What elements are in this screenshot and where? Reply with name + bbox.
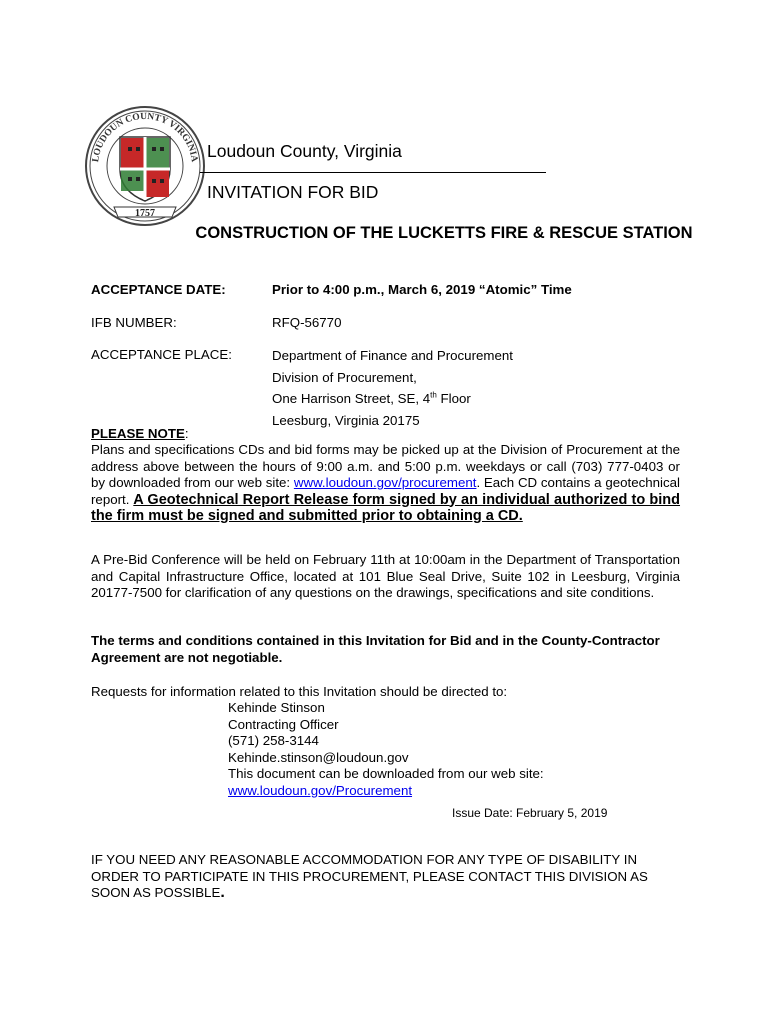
please-note-label: PLEASE NOTE — [91, 426, 185, 441]
prebid-paragraph: A Pre-Bid Conference will be held on February 11th at 10:00am in the Department of Transportation and Capital Infrastructure Office, located at 101 Blue Seal Drive, Suite 102 in Leesburg, Virginia 20177-7500 for clarification of any questions on the drawings, specifications and site conditions. — [91, 552, 680, 600]
ifb-number-label: IFB NUMBER: — [91, 315, 177, 330]
please-note-heading — [91, 426, 189, 441]
project-title: CONSTRUCTION OF THE LUCKETTS FIRE & RESCUE STATION — [195, 224, 693, 242]
accommodation-period: . — [220, 884, 225, 901]
document-type: INVITATION FOR BID — [207, 182, 379, 202]
contact-title: Contracting Officer — [228, 716, 339, 732]
address-line-4: Leesburg, Virginia 20175 — [272, 412, 420, 428]
download-text: This document can be downloaded from our web site: — [228, 766, 544, 781]
seal-arc-text: LOUDOUN COUNTY VIRGINIA — [91, 111, 199, 163]
address-line-2: Division of Procurement, — [272, 369, 417, 385]
address-street: One Harrison Street, SE, 4 — [272, 391, 431, 406]
acceptance-date-label: ACCEPTANCE DATE: — [91, 282, 226, 297]
address-line-1: Department of Finance and Procurement — [272, 348, 513, 363]
acceptance-place-label: ACCEPTANCE PLACE: — [91, 347, 232, 362]
contact-name: Kehinde Stinson — [228, 700, 325, 715]
county-seal — [84, 103, 206, 229]
acceptance-date-value: Prior to 4:00 p.m., March 6, 2019 “Atomic” Time — [272, 282, 572, 297]
procurement-link[interactable]: www.loudoun.gov/procurement — [293, 475, 477, 490]
address-line-3 — [272, 388, 513, 410]
accommodation-notice — [91, 852, 686, 902]
terms-paragraph: The terms and conditions contained in this Invitation for Bid and in the County-Contractor Agreement are not negotiable. — [91, 633, 660, 665]
acceptance-place-address — [272, 345, 513, 431]
please-note-colon: : — [184, 426, 189, 441]
issue-date: Issue Date: February 5, 2019 — [452, 806, 608, 820]
requests-intro: Requests for information related to this Invitation should be directed to: — [91, 684, 508, 699]
note-text-pre: Plans and specifications CDs and bid forms may be picked up at the Division of Procurement at the address above between the hours of 9:00 a.m. and 5:00 p.m. weekdays or call (703) 777-0403 or by downloaded from our web site: — [91, 442, 680, 490]
header-divider — [200, 172, 546, 173]
contact-email: Kehinde.stinson@loudoun.gov — [228, 749, 409, 765]
geotechnical-warning: A Geotechnical Report Release form signed by an individual authorized to bind the firm must be signed and submitted prior to obtaining a CD. — [91, 491, 681, 524]
accommodation-text: IF YOU NEED ANY REASONABLE ACCOMMODATION FOR ANY TYPE OF DISABILITY IN ORDER TO PARTICIPATE IN THIS PROCUREMENT, PLEASE CONTACT THIS DIVISION AS SOON AS POSSIBLE — [91, 852, 648, 900]
please-note-paragraph — [91, 442, 680, 525]
contact-block — [228, 700, 544, 799]
ifb-number-value: RFQ-56770 — [272, 315, 342, 330]
address-floor-suffix: th — [430, 390, 437, 400]
address-floor: Floor — [436, 391, 471, 406]
download-link[interactable]: www.loudoun.gov/Procurement — [228, 782, 413, 798]
county-name: Loudoun County, Virginia — [207, 141, 402, 161]
contact-phone: (571) 258-3144 — [228, 733, 319, 748]
seal-year: 1757 — [135, 208, 155, 219]
note-text-post: . Each CD contains a geotechnical report. — [91, 475, 680, 507]
